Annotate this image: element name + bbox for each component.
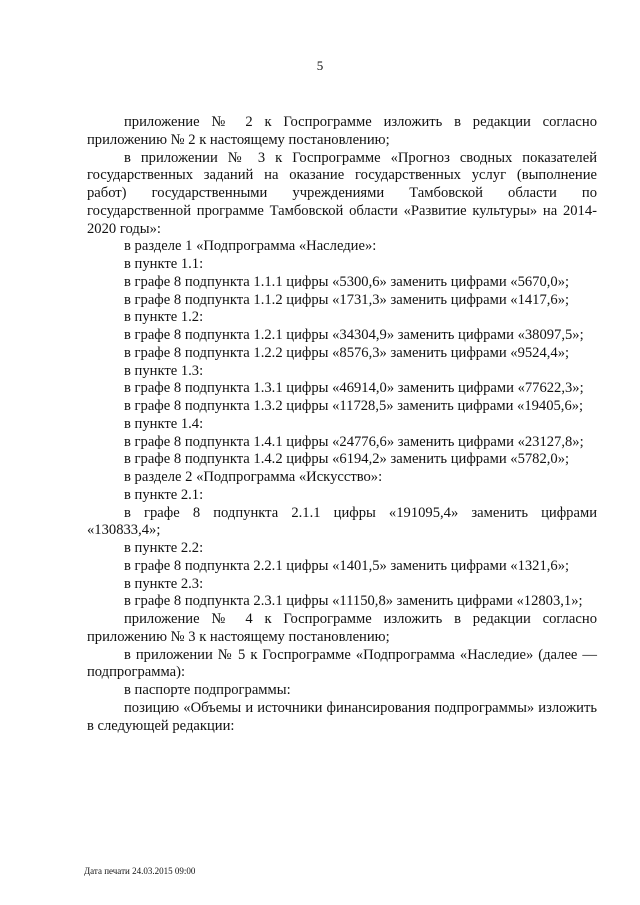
paragraph: в разделе 2 «Подпрограмма «Искусство»: [124,469,383,485]
paragraph: в графе 8 подпункта 1.4.1 цифры «24776,6» заменить цифрами «23127,8»; [124,433,584,450]
paragraph: в графе 8 подпункта 1.2.2 цифры «8576,3» заменить цифрами «9524,4»; [124,344,570,361]
paragraph: в пункте 1.1: [124,256,204,272]
paragraph: приложение № 2 к Госпрограмме изложить в редакции согласно приложению № 2 к настоящему постановлению; [87,114,597,148]
paragraph: в графе 8 подпункта 1.1.2 цифры «1731,3» заменить цифрами «1417,6»; [124,291,570,308]
paragraph: в приложении № 3 к Госпрограмме «Прогноз сводных показателей государственных заданий на оказание государственных услуг (выполнение работ) государственными учреждениями Тамбовской области по государственной программе Тамбовской области «Развитие культуры» на 2014-2020 годы»: [87,149,597,237]
paragraph: позицию «Объемы и источники финансирования подпрограммы» изложить в следующей редакции: [87,699,597,734]
paragraph: в графе 8 подпункта 1.3.2 цифры «11728,5» заменить цифрами «19405,6»; [124,398,584,414]
paragraph: в разделе 1 «Подпрограмма «Наследие»: [124,238,377,255]
paragraph: в графе 8 подпункта 2.2.1 цифры «1401,5» заменить цифрами «1321,6»; [124,557,570,574]
paragraph: в графе 8 подпункта 1.1.1 цифры «5300,6» заменить цифрами «5670,0»; [124,273,570,290]
paragraph: в пункте 1.2: [124,309,204,326]
print-date-footer: Дата печати 24.03.2015 09:00 [84,866,196,876]
paragraph: в графе 8 подпункта 2.3.1 цифры «11150,8» заменить цифрами «12803,1»; [124,593,583,610]
paragraph: в графе 8 подпункта 1.2.1 цифры «34304,9» заменить цифрами «38097,5»; [124,327,584,343]
paragraph: в графе 8 подпункта 1.3.1 цифры «46914,0» заменить цифрами «77622,3»; [124,380,584,397]
paragraph: в пункте 2.1: [124,486,204,503]
paragraph: в пункте 2.2: [124,540,204,556]
paragraph: в паспорте подпрограммы: [124,682,291,698]
paragraph: приложение № 4 к Госпрограмме изложить в редакции согласно приложению № 3 к настоящему постановлению; [87,611,597,645]
document-body [87,114,597,735]
paragraph: в приложении № 5 к Госпрограмме «Подпрограмма «Наследие» (далее — подпрограмма): [87,646,597,681]
paragraph: в пункте 1.3: [124,362,204,379]
paragraph: в пункте 2.3: [124,575,204,592]
paragraph: в графе 8 подпункта 2.1.1 цифры «191095,4» заменить цифрами «130833,4»; [87,504,597,539]
paragraph: в пункте 1.4: [124,415,204,432]
paragraph: в графе 8 подпункта 1.4.2 цифры «6194,2» заменить цифрами «5782,0»; [124,451,570,468]
page-number: 5 [316,58,324,73]
